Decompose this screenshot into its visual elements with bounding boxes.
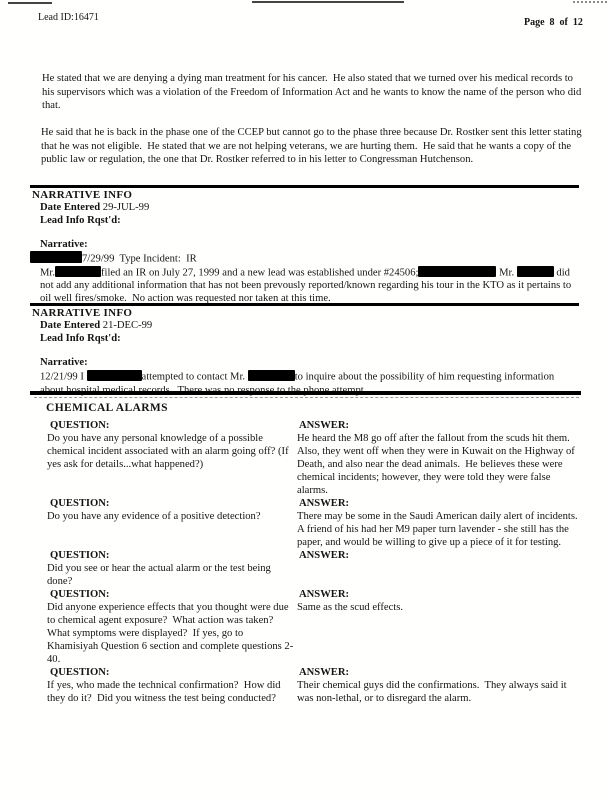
question-cell [47,666,297,705]
question-text: Do you have any evidence of a positive detection? [47,511,261,522]
scan-artifact [34,397,579,398]
incident-line [40,251,579,266]
narrative-text: filed an IR on July 27, 1999 and a new lead was established under #24506; [101,267,419,278]
answer-cell [297,419,583,497]
question-cell [47,497,297,523]
scan-artifact [252,1,404,3]
date-entered-row [40,319,579,332]
date-entered-value: 29-JUL-99 [102,202,150,213]
date-entered-value: 21-DEC-99 [102,320,153,331]
question-cell [47,419,297,471]
answer-label: ANSWER: [299,550,350,561]
narrative-text: Mr. [496,267,517,278]
date-entered-label: Date Entered [40,320,103,331]
incident-text: 7/29/99 Type Incident: IR [82,253,197,265]
answer-cell [297,497,583,549]
qa-grid [30,419,581,705]
date-entered-row [40,201,579,214]
answer-cell [297,549,583,575]
section-title: CHEMICAL ALARMS [46,402,168,414]
question-text: Do you have any personal knowledge of a possible chemical incident associated with an alarm going off? (If yes ask for details...what happened?) [47,433,292,470]
page-number: Page 8 of 12 [524,17,583,28]
question-label: QUESTION: [50,667,110,678]
answer-text: Their chemical guys did the confirmations. They always said it was non-lethal, or to disregard the alarm. [297,680,570,704]
question-label: QUESTION: [50,589,110,600]
redaction-box [87,370,142,381]
paragraph: He said that he is back in the phase one of the CCEP but cannot go to the phase three because Dr. Rostker sent this letter stating that he was not eligible. He stated that we are not helping veterans, we are hurting them. He said that he wants a copy of the public law or regulation, the one that Dr. Rostker referred to in his letter to Congressman Hutchenson. [41,127,585,165]
answer-cell [297,666,583,705]
answer-text: He heard the M8 go off after the fallout from the scuds hit them. Also, they went off when they were in Kuwait on the Highway of Death, and also near the dead animals. He believes these were chemical incidents; however, they were told they were false alarms. [297,433,578,496]
narrative-info-section [30,185,579,305]
paragraph: He stated that we are denying a dying man treatment for his cancer. He also stated that we turned over his medical records to his supervisors which was a violation of the Freedom of Information Act and he wants to know the name of the person who did that. [42,73,584,111]
redaction-box [55,266,101,277]
scan-artifact [573,1,607,3]
narrative-body [40,266,575,306]
date-entered-label: Date Entered [40,202,103,213]
question-text: Did anyone experience effects that you thought were due to chemical agent exposure? What action was taken? What symptoms were displayed? If yes, go to Khamisiyah Question 6 section and complete questions 2-40. [47,602,294,665]
narrative-label: Narrative: [40,357,88,368]
narrative-text: attempted to contact Mr. [141,371,248,383]
redaction-box [30,251,82,263]
question-cell [47,588,297,666]
question-text: If yes, who made the technical confirmation? How did they do it? Did you witness the test being conducted? [47,680,284,704]
narrative-text: to inquire about the possibility of him requesting information about hospital medical records. There was no response to the phone attempt. [40,371,557,396]
lead-id: Lead ID:16471 [38,12,99,23]
redaction-box [418,266,496,277]
chemical-alarms-section [30,391,581,705]
section-title: NARRATIVE INFO [32,189,133,201]
answer-label: ANSWER: [299,589,350,600]
question-text: Did you see or hear the actual alarm or the test being done? [47,563,274,587]
answer-label: ANSWER: [299,498,350,509]
question-label: QUESTION: [50,420,110,431]
section-title: NARRATIVE INFO [32,307,133,319]
narrative-text: Mr. [40,267,56,278]
answer-text: There may be some in the Saudi American daily alert of incidents. A friend of his had her M9 paper turn lavender - she still has the paper, and would be willing to give up a piece of it for testing. [297,511,583,548]
answer-text [297,562,581,575]
narrative-text: 12/21/99 I [40,371,87,383]
question-cell [47,549,297,588]
lead-info-label: Lead Info Rqst'd: [40,333,121,344]
redaction-box [248,370,295,381]
redaction-box [517,266,554,277]
lead-info-label: Lead Info Rqst'd: [40,215,121,226]
answer-text: Same as the scud effects. [297,602,403,613]
scan-artifact [8,2,52,4]
answer-cell [297,588,583,614]
question-label: QUESTION: [50,498,110,509]
narrative-info-section [30,303,579,397]
narrative-text: did not add any additional information that has not been prevously reported/known regarding his tour in the KTO as it pertains to oil well fires/smoke. No action was requested nor taken at this time. [40,267,574,304]
answer-label: ANSWER: [299,667,350,678]
question-label: QUESTION: [50,550,110,561]
narrative-label: Narrative: [40,239,88,250]
answer-label: ANSWER: [299,420,350,431]
